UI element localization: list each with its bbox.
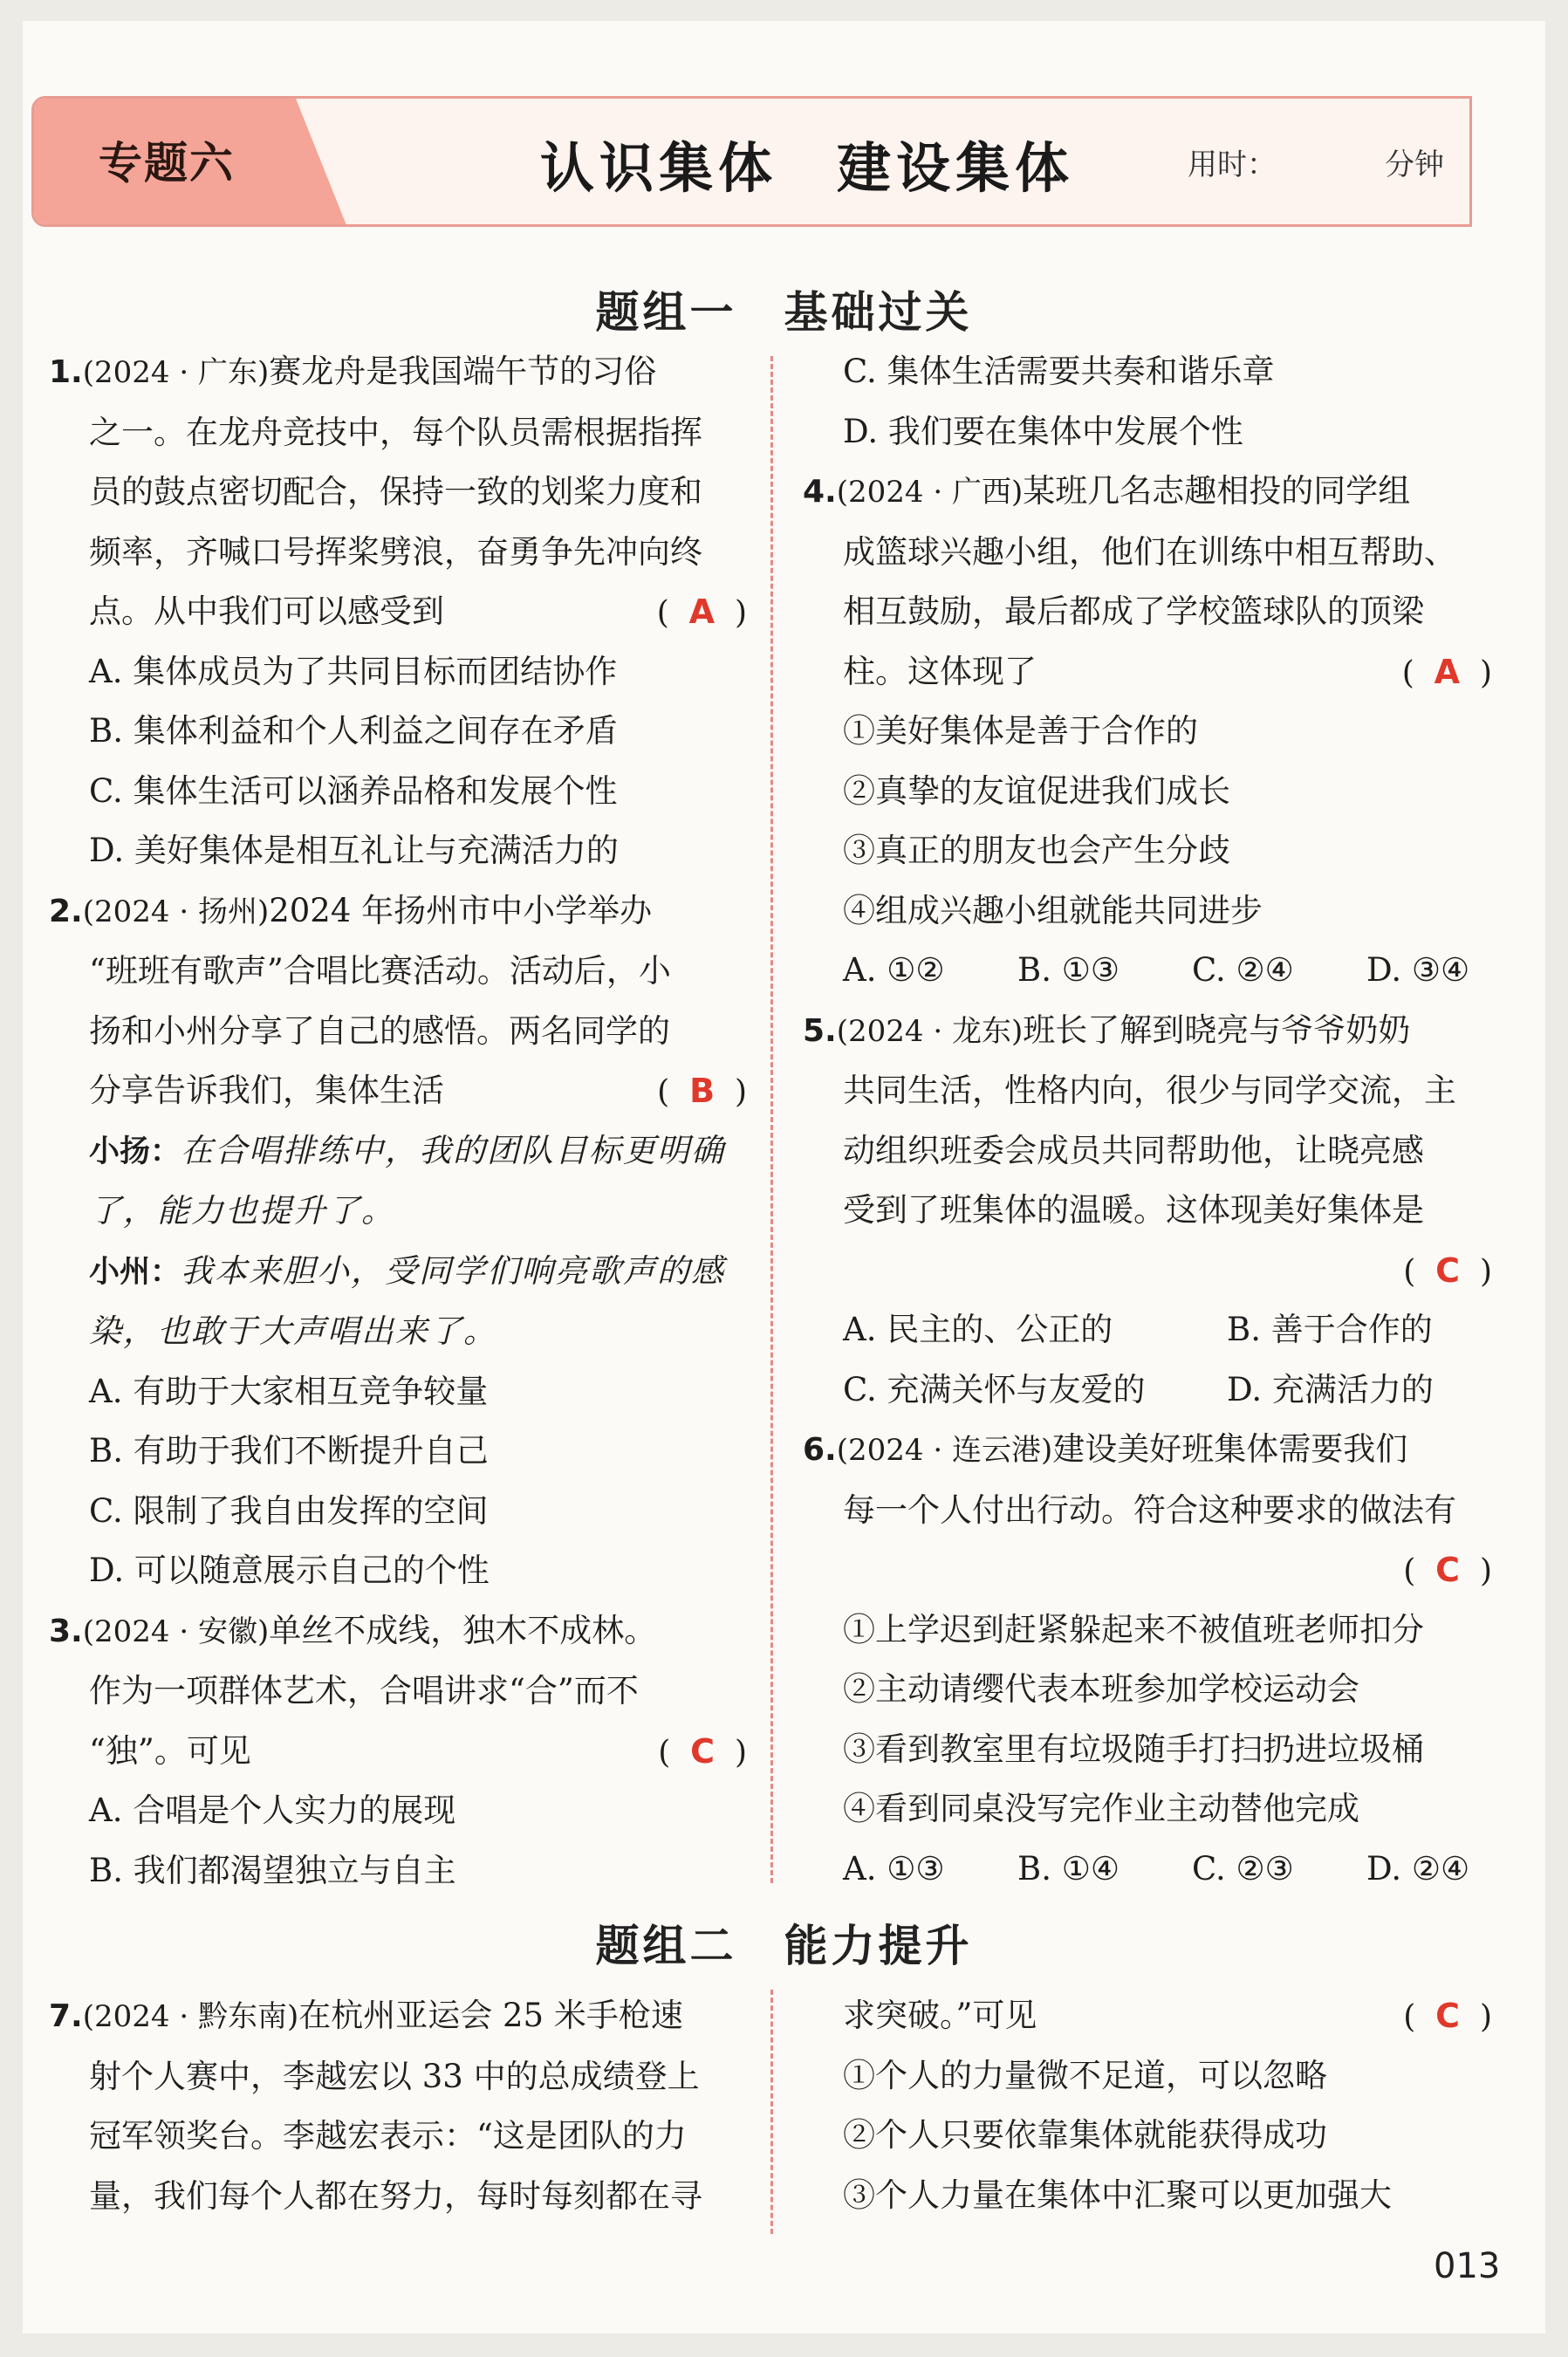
option: B. ①④ [1017,1849,1120,1888]
speech-text: 在合唱排练中，我的团队目标更明确 [181,1131,726,1169]
answer-bracket: ( C ) [1403,1250,1492,1290]
question-stem: 单丝不成线，独木不成林。 [269,1611,657,1649]
question-stem: 成篮球兴趣小组，他们在训练中相互帮助、 [843,532,1456,571]
question-stem: 柱。这体现了 [843,652,1037,690]
right-column-2 [803,1986,1492,2225]
question-stem: “班班有歌声”合唱比赛活动。活动后，小 [89,952,671,990]
question-stem: 分享告诉我们，集体生活 [89,1072,444,1109]
option-row [803,1840,1492,1900]
right-column [803,342,1492,1899]
speech-text: 了，能力也提升了。 [89,1192,395,1230]
option: D. ②④ [1366,1849,1470,1888]
option: D. 可以随意展示自己的个性 [89,1552,490,1589]
statement: ③真正的朋友也会产生分歧 [843,832,1230,869]
column-divider [770,1990,773,2234]
question-stem-last [49,582,747,642]
question-4 [803,462,1492,1001]
question-source: (2024 · 广东) [82,355,270,390]
speaker-name: 小扬： [89,1134,181,1169]
question-7 [49,1986,747,2226]
question-3 [49,1601,747,1901]
question-stem-last [49,1722,747,1782]
topic-label: 专题六 [99,138,235,188]
question-stem: 频率，齐喊口号挥桨劈浪，奋勇争先冲向终 [89,532,702,571]
statement: ②主动请缨代表本班参加学校运动会 [843,1670,1359,1708]
option: B. 我们都渴望独立与自主 [89,1851,456,1889]
question-stem: 班长了解到晓亮与爷爷奶奶 [1023,1011,1411,1049]
statement: ①上学迟到赶紧躲起来不被值班老师扣分 [843,1610,1424,1648]
answer: C [1435,1997,1461,2035]
question-number: 5. [803,1012,837,1049]
option: C. 限制了我自由发挥的空间 [89,1491,489,1530]
question-stem: 求突破。”可见 [843,1997,1037,2034]
question-stem: 共同生活，性格内向，很少与同学交流，主 [843,1072,1456,1109]
question-source: (2024 · 安徽) [82,1614,270,1649]
question-number: 4. [803,474,837,510]
statement: ③个人力量在集体中汇聚可以更加强大 [843,2175,1392,2214]
question-stem: 在杭州亚运会 25 米手枪速 [298,1997,683,2034]
quote-line [49,1242,747,1303]
speaker-name: 小州： [89,1254,181,1290]
statement: ④看到同桌没写完作业主动替他完成 [843,1790,1359,1827]
answer-bracket: ( C ) [658,1731,747,1771]
question-stem: 点。从中我们可以感受到 [89,593,444,630]
answer: C [1435,1250,1461,1290]
option-row [803,941,1492,1001]
question-number: 7. [49,1998,83,2034]
section-title-basic: 题组一 基础过关 [595,287,973,338]
question-stem: 某班几名志趣相投的同学组 [1023,472,1411,510]
question-source: (2024 · 扬州) [82,894,270,929]
question-stem: 2024 年扬州市中小学举办 [269,891,653,929]
question-source: (2024 · 黔东南) [82,1999,299,2034]
left-column [49,342,747,1901]
question-stem: 相互鼓励，最后都成了学校篮球队的顶梁 [843,593,1424,630]
question-source: (2024 · 龙东) [836,1013,1024,1049]
quote-line [49,1121,747,1182]
question-stem: “独”。可见 [89,1731,251,1770]
answer: B [689,1072,716,1110]
statement: ②真挚的友谊促进我们成长 [843,771,1230,810]
option: A. ①② [843,951,945,989]
question-source: (2024 · 连云港) [836,1433,1053,1468]
question-1 [49,342,747,881]
answer-bracket: ( A ) [1401,652,1492,691]
question-stem-last [803,1986,1492,2046]
option-row [803,1300,1492,1360]
option: C. 充满关怀与友爱的 [843,1370,1146,1408]
answer: A [688,593,716,631]
answer: C [1435,1551,1461,1589]
option: B. 集体利益和个人利益之间存在矛盾 [89,712,618,750]
question-2 [49,881,747,1601]
option: D. ③④ [1366,951,1470,989]
question-source: (2024 · 广西) [836,475,1024,510]
option: A. ①③ [843,1849,945,1888]
option: A. 有助于大家相互竞争较量 [89,1372,489,1410]
option: A. 集体成员为了共同目标而团结协作 [89,652,618,690]
time-unit: 分钟 [1385,147,1444,182]
option: B. 善于合作的 [1227,1311,1433,1348]
question-stem: 员的鼓点密切配合，保持一致的划桨力度和 [89,473,702,510]
answer-bracket: ( C ) [1403,1551,1492,1589]
question-stem-last [803,642,1492,702]
option: C. ②④ [1192,951,1294,989]
section-title-advanced: 题组二 能力提升 [595,1921,973,1971]
statement: ③看到教室里有垃圾随手打扫扔进垃圾桶 [843,1730,1424,1768]
option: B. ①③ [1017,951,1120,989]
question-stem: 建设美好班集体需要我们 [1052,1430,1408,1468]
answer-bracket: ( C ) [1403,1997,1492,2035]
statement: ④组成兴趣小组就能共同进步 [843,891,1263,929]
option: A. 合唱是个人实力的展现 [89,1792,456,1829]
question-stem: 赛龙舟是我国端午节的习俗 [269,353,657,390]
question-number: 6. [803,1432,837,1468]
topic-banner [31,96,1472,227]
statement: ①美好集体是善于合作的 [843,712,1198,750]
answer-line [803,1540,1492,1600]
statement: ②个人只要依靠集体就能获得成功 [843,2116,1327,2154]
option-row [803,1360,1492,1421]
question-6 [803,1420,1492,1899]
question-number: 2. [49,893,83,929]
option: D. 我们要在集体中发展个性 [843,412,1243,450]
answer: C [690,1731,716,1771]
question-stem: 冠军领奖台。李越宏表示：“这是团队的力 [89,2117,687,2155]
question-stem: 作为一项群体艺术，合唱讲求“合”而不 [89,1672,639,1710]
topic-title: 认识集体 建设集体 [540,136,1075,200]
time-label: 用时： [1188,147,1277,182]
question-stem: 量，我们每个人都在努力，每时每刻都在寻 [89,2176,702,2215]
option: C. 集体生活需要共奏和谐乐章 [843,353,1275,390]
question-5 [803,1001,1492,1421]
option: B. 有助于我们不断提升自己 [89,1432,489,1470]
question-stem: 之一。在龙舟竞技中，每个队员需根据指挥 [89,413,702,451]
option: A. 民主的、公正的 [843,1311,1113,1348]
option: D. 美好集体是相互礼让与充满活力的 [89,832,619,869]
answer-line [803,1241,1492,1301]
question-stem: 射个人赛中，李越宏以 33 中的总成绩登上 [89,2057,700,2095]
speech-text: 我本来胆小，受同学们响亮歌声的感 [181,1251,726,1290]
question-stem: 扬和小州分享了自己的感悟。两名同学的 [89,1011,670,1050]
option: C. 集体生活可以涵养品格和发展个性 [89,771,618,810]
option: D. 充满活力的 [1227,1370,1434,1408]
question-stem: 动组织班委会成员共同帮助他，让晓亮感 [843,1131,1424,1169]
question-number: 3. [49,1613,83,1649]
question-number: 1. [49,354,83,390]
statement: ①个人的力量微不足道，可以忽略 [843,2056,1327,2094]
question-stem-last [49,1061,747,1121]
question-stem: 每一个人付出行动。符合这种要求的做法有 [843,1490,1456,1529]
answer-bracket: ( A ) [656,593,747,631]
answer-bracket: ( B ) [657,1072,747,1110]
column-divider [770,356,773,1883]
answer: A [1434,652,1461,691]
page-number: 013 [1434,2246,1501,2286]
speech-text: 染，也敢于大声唱出来了。 [89,1312,497,1350]
left-column-2 [49,1986,747,2226]
question-stem: 受到了班集体的温暖。这体现美好集体是 [843,1191,1424,1229]
option: C. ②③ [1192,1849,1294,1888]
